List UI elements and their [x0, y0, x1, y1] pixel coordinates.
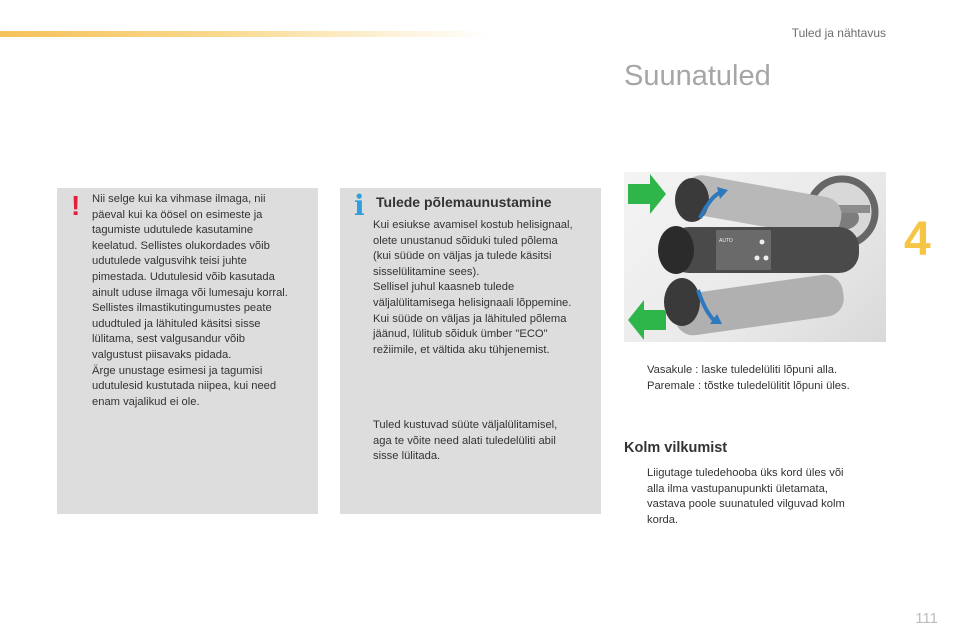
warning-line: lülitama, sest valgusandur võib [92, 333, 245, 346]
warning-line: enam vajalikud ei ole. [92, 395, 200, 408]
info-line: sisse lülitada. [373, 450, 441, 463]
list-item-text: korda. [647, 513, 679, 526]
page-title: Suunatuled [624, 60, 771, 92]
warning-line: päeval kui ka öösel on esimeste ja [92, 208, 263, 221]
info-icon: i [354, 189, 365, 222]
warning-line: Ärge unustage esimesi ja tagumisi [92, 364, 263, 377]
warning-line: ainult uduse ilmaga või lumesaju korral. [92, 286, 288, 299]
warning-line: keelatud. Sellistes olukordades võib [92, 239, 270, 252]
warning-line: ududtuled ja lähituled käsitsi sisse [92, 317, 261, 330]
info-text-secondary [373, 418, 599, 465]
info-line: jäänud, lülitub sõiduk ümber "ECO" [373, 328, 548, 341]
list-item-text: vastava poole suunatuled vilguvad kolm [647, 498, 845, 511]
header-accent-bar [0, 31, 490, 37]
direction-list [628, 363, 850, 394]
list-item-text: Liigutage tuledehooba üks kord üles või [647, 467, 844, 479]
info-line: Kui süüde on väljas ja lähituled põlema [373, 312, 567, 325]
warning-line: pimestada. Udutulesid võib kasutada [92, 270, 275, 283]
right-arrow-icon [628, 174, 666, 214]
list-item-text: alla ilma vastupanupunkti ületamata, [647, 482, 828, 495]
list-item-text: Paremale : tõstke tuledelülitit lõpuni üles. [647, 379, 850, 392]
warning-icon: ! [71, 190, 81, 221]
middle-stalk [658, 226, 859, 274]
warning-line: valgustust piisavaks pidada. [92, 348, 232, 361]
lighting-stalk-photo [624, 172, 886, 342]
info-line: (kui süüde on väljas ja tulede käsitsi [373, 250, 552, 263]
warning-line: udutulesid kustutada niipea, kui need [92, 380, 277, 393]
info-line: Tuled kustuvad süüte väljalülitamisel, [373, 419, 558, 431]
info-line: aga te võite need alati tuledelüliti abil [373, 434, 556, 447]
chapter-tab-number: 4 [904, 213, 931, 266]
info-line: olete unustanud sõiduki tuled põlema [373, 234, 558, 247]
lighting-stalk-illustration [624, 172, 886, 342]
three-flash-list [628, 466, 845, 528]
auto-label: AUTO [719, 238, 733, 244]
three-flash-title: Kolm vilkumist [624, 440, 728, 456]
warning-box [57, 188, 318, 514]
list-item-text: Vasakule : laske tuledelüliti lõpuni alla. [647, 364, 838, 376]
info-line: sisselülitamine sees). [373, 265, 480, 278]
left-arrow-icon [628, 300, 666, 340]
info-box [340, 188, 601, 514]
warning-line: udutulede valgusvihk teisi juhte [92, 255, 247, 268]
list-item [628, 379, 850, 395]
info-title: Tulede põlemaunustamine [376, 194, 552, 210]
info-line: Kui esiukse avamisel kostub helisignaal, [373, 219, 573, 231]
list-item [628, 466, 845, 528]
info-line: Sellisel juhul kaasneb tulede [373, 281, 515, 294]
page-number: 111 [915, 610, 938, 627]
warning-line: Sellistes ilmastikutingumustes peate [92, 302, 272, 315]
lower-stalk [664, 272, 846, 337]
list-item [628, 363, 850, 379]
info-line: väljalülitamisega helisignaali lõppemine. [373, 296, 572, 309]
warning-text [92, 192, 314, 410]
warning-line: tagumiste udutulede kasutamine [92, 224, 254, 237]
info-text [373, 218, 599, 358]
section-header: Tuled ja nähtavus [791, 26, 886, 40]
info-line: režiimile, et vältida aku tühjenemist. [373, 343, 550, 356]
warning-line: Nii selge kui ka vihmase ilmaga, nii [92, 193, 266, 205]
